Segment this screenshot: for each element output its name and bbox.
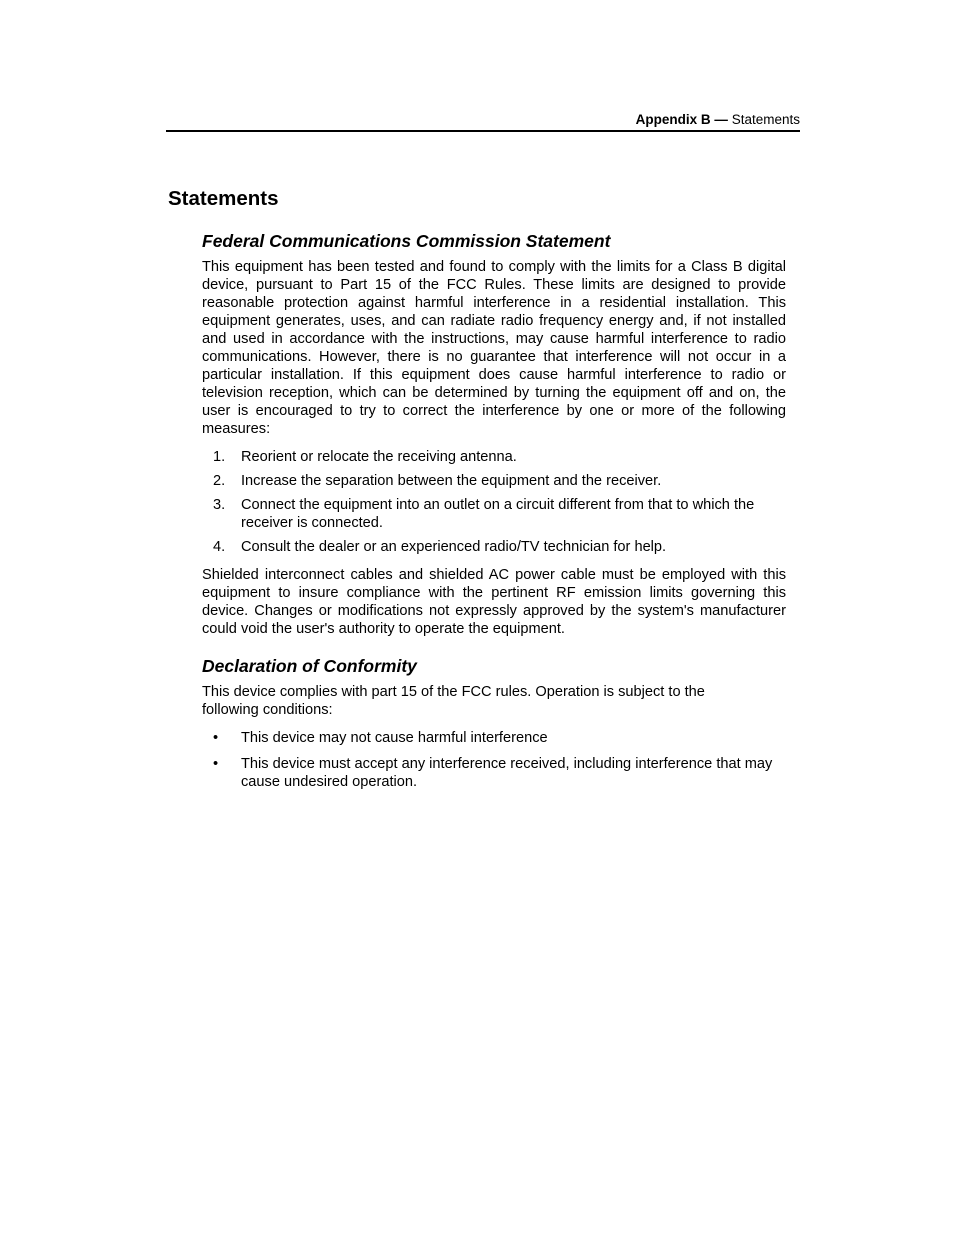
list-item-text: Reorient or relocate the receiving antenna.	[241, 449, 517, 465]
conditions-list	[202, 729, 786, 791]
list-number: 3.	[213, 497, 226, 513]
shielding-paragraph: Shielded interconnect cables and shielded AC power cable must be employed with this equipment to insure compliance with the pertinent RF emission limits governing this device. Changes or modifications not expressly approved by the system's manufacturer could void the user's authority to operate the equipment.	[202, 567, 786, 637]
list-item	[202, 472, 786, 490]
list-number: 2.	[213, 473, 226, 489]
conformity-intro-paragraph: This device complies with part 15 of the FCC rules. Operation is subject to the following conditions:	[202, 684, 705, 718]
list-item	[202, 538, 786, 556]
fcc-statement-section	[202, 229, 786, 638]
bullet-icon: •	[213, 730, 219, 746]
list-item	[202, 448, 786, 466]
list-item	[202, 496, 786, 532]
running-header	[166, 112, 800, 132]
list-item-text: Connect the equipment into an outlet on a circuit different from that to which the receiver is connected.	[241, 497, 755, 531]
main-content	[202, 229, 786, 791]
list-item-text: Consult the dealer or an experienced radio/TV technician for help.	[241, 539, 667, 555]
list-item-text: This device may not cause harmful interference	[241, 730, 548, 746]
measures-list	[202, 448, 786, 556]
header-section-label: Statements	[731, 112, 800, 127]
list-number: 4.	[213, 539, 226, 555]
conformity-heading: Declaration of Conformity	[202, 656, 417, 676]
conformity-section	[202, 654, 786, 791]
list-item	[202, 729, 786, 747]
bullet-icon: •	[213, 756, 219, 772]
page-title: Statements	[168, 187, 279, 210]
header-appendix-label: Appendix B —	[635, 112, 728, 127]
fcc-intro-paragraph: This equipment has been tested and found to comply with the limits for a Class B digital device, pursuant to Part 15 of the FCC Rules. These limits are designed to provide reasonable protection against harmful interference in a residential installation. This equipment generates, uses, and can radiate radio frequency energy and, if not installed and used in accordance with the instructions, may cause harmful interference to radio communications. However, there is no guarantee that interference will not occur in a particular installation. If this equipment does cause harmful interference to radio or television reception, which can be determined by turning the equipment off and on, the user is encouraged to try to correct the interference by one or more of the following measures:	[202, 259, 786, 437]
list-number: 1.	[213, 449, 226, 465]
list-item-text: This device must accept any interference received, including interference that may cause undesired operation.	[241, 756, 773, 790]
list-item	[202, 755, 786, 791]
fcc-statement-heading: Federal Communications Commission Statement	[202, 231, 611, 251]
list-item-text: Increase the separation between the equipment and the receiver.	[241, 473, 662, 489]
